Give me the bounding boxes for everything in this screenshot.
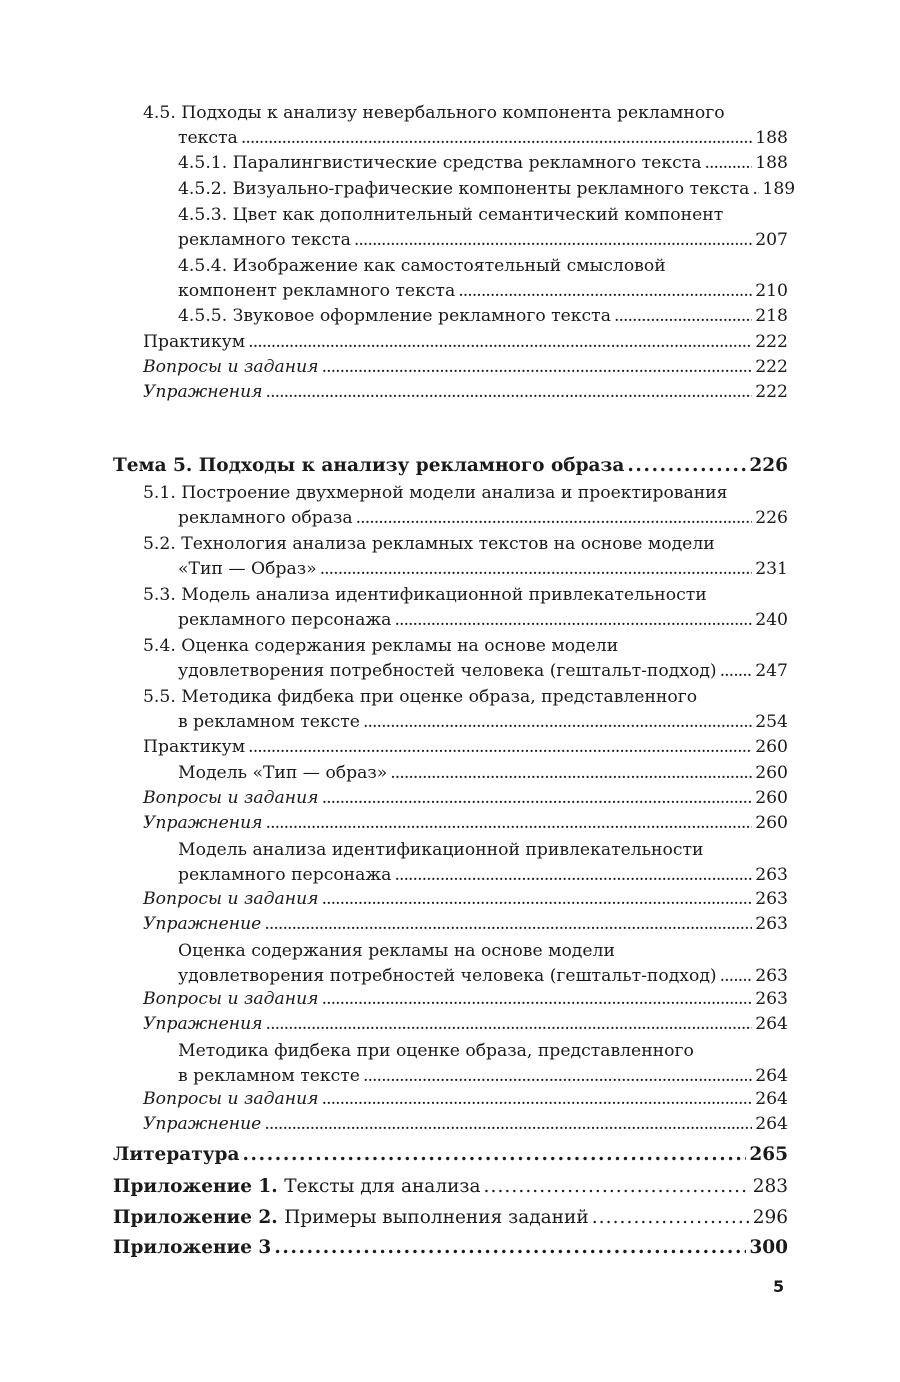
toc-entry-title: Упражнения bbox=[143, 813, 263, 833]
toc-entry-title-cont: компонент рекламного текста bbox=[178, 280, 456, 301]
toc-page-number: 263 bbox=[755, 914, 788, 934]
toc-entry-model-type-image bbox=[178, 761, 788, 786]
toc-entry-title: Вопросы и задания bbox=[143, 357, 319, 377]
dot-leader bbox=[263, 811, 753, 836]
toc-entry-model-feedback bbox=[178, 1039, 788, 1088]
toc-entry-title: Вопросы и задания bbox=[143, 1089, 319, 1109]
dot-leader bbox=[717, 659, 753, 684]
toc-entry-title: Методика фидбека при оценке образа, представленного bbox=[178, 1041, 694, 1061]
toc-page-number: 260 bbox=[755, 763, 788, 783]
dot-leader bbox=[245, 735, 752, 760]
toc-entry-questions bbox=[143, 887, 788, 912]
toc-page-number: 283 bbox=[752, 1176, 788, 1197]
toc-entry-4-5 bbox=[143, 101, 788, 150]
toc-entry-title: 4.5.3. Цвет как дополнительный семантический компонент bbox=[178, 205, 724, 225]
toc-entry-title: 5.3. Модель анализа идентификационной привлекательности bbox=[143, 585, 707, 605]
toc-entry-5-4 bbox=[143, 634, 788, 683]
toc-page-number: 260 bbox=[755, 813, 788, 833]
dot-leader bbox=[353, 506, 753, 531]
dot-leader bbox=[481, 1173, 750, 1200]
toc-entry-title: Упражнения bbox=[143, 1014, 263, 1034]
toc-page-number: 264 bbox=[755, 1089, 788, 1109]
dot-leader bbox=[263, 1012, 753, 1037]
toc-entry-exercises-4 bbox=[143, 380, 788, 405]
toc-entry-title-cont: рекламного образа bbox=[178, 507, 353, 528]
toc-page-number: 296 bbox=[752, 1207, 788, 1228]
dot-leader bbox=[611, 304, 752, 329]
toc-entry-title: Упражнение bbox=[143, 1114, 262, 1134]
toc-page-number: 226 bbox=[749, 455, 788, 476]
dot-leader bbox=[351, 228, 752, 253]
toc-page-number: 222 bbox=[755, 382, 788, 402]
toc-entry-exercise bbox=[143, 912, 788, 937]
toc-entry-title-cont: удовлетворения потребностей человека (гештальт-подход) bbox=[178, 965, 717, 986]
toc-entry-title: Модель анализа идентификационной привлекательности bbox=[178, 840, 704, 860]
toc-entry-title: Модель «Тип — образ» bbox=[178, 763, 388, 783]
toc-entry-5-2 bbox=[143, 532, 788, 581]
toc-entry-title: Вопросы и задания bbox=[143, 788, 319, 808]
dot-leader bbox=[261, 912, 752, 937]
toc-appendix-2 bbox=[113, 1204, 788, 1231]
toc-page-number: 264 bbox=[755, 1114, 788, 1134]
toc-entry-title-cont: рекламного текста bbox=[178, 229, 351, 250]
toc-page-number: 222 bbox=[755, 357, 788, 377]
dot-leader bbox=[749, 177, 759, 202]
toc-entry-questions bbox=[143, 1087, 788, 1112]
toc-entry-title-cont: рекламного персонажа bbox=[178, 609, 392, 630]
toc-page-number: 231 bbox=[755, 558, 788, 579]
toc-page-number: 207 bbox=[755, 229, 788, 250]
toc-entry-4-5-3 bbox=[178, 203, 788, 252]
toc-page-number: 247 bbox=[755, 660, 788, 681]
toc-entry-questions bbox=[143, 987, 788, 1012]
dot-leader bbox=[391, 608, 752, 633]
toc-topic-title: Приложение 3 bbox=[113, 1237, 272, 1258]
toc-entry-title: Вопросы и задания bbox=[143, 889, 319, 909]
toc-entry-title-cont: текста bbox=[178, 127, 238, 148]
toc-topic-title: Тема 5. Подходы к анализу рекламного образа bbox=[113, 455, 625, 476]
toc-page-number: 222 bbox=[755, 332, 788, 352]
toc-appendix-label: Приложение 2. bbox=[113, 1207, 278, 1228]
toc-entry-title: 5.1. Построение двухмерной модели анализа и проектирования bbox=[143, 483, 728, 503]
toc-entry-title: Вопросы и задания bbox=[143, 989, 319, 1009]
toc-entry-practicum-4 bbox=[143, 330, 788, 355]
toc-page-number: 188 bbox=[755, 153, 788, 173]
page-number: 5 bbox=[773, 1277, 785, 1296]
toc-page-number: 240 bbox=[755, 609, 788, 630]
toc-entry-title-cont: рекламного персонажа bbox=[178, 864, 392, 885]
toc-entry-title: 4.5.2. Визуально-графические компоненты рекламного текста bbox=[178, 179, 750, 199]
toc-page-number: 264 bbox=[755, 1014, 788, 1034]
dot-leader bbox=[245, 330, 752, 355]
toc-entry-exercises bbox=[143, 811, 788, 836]
dot-leader bbox=[589, 1204, 750, 1231]
toc-topic-5 bbox=[113, 452, 788, 479]
toc-page-number: 263 bbox=[755, 889, 788, 909]
dot-leader bbox=[261, 1112, 752, 1137]
toc-entry-title: Оценка содержания рекламы на основе модели bbox=[178, 941, 615, 961]
toc-entry-4-5-5 bbox=[178, 304, 788, 329]
dot-leader bbox=[319, 987, 753, 1012]
toc-appendix-label: Приложение 1. bbox=[113, 1176, 278, 1197]
toc-entry-model-needs bbox=[178, 939, 788, 988]
toc-entry-5-5 bbox=[143, 685, 788, 734]
toc-entry-title-cont: удовлетворения потребностей человека (гештальт-подход) bbox=[178, 660, 717, 681]
toc-page-number: 263 bbox=[755, 864, 788, 885]
toc-page-number: 254 bbox=[755, 711, 788, 732]
toc-entry-practicum-5 bbox=[143, 735, 788, 760]
dot-leader bbox=[624, 452, 746, 479]
toc-entry-4-5-4 bbox=[178, 254, 788, 303]
dot-leader bbox=[271, 1234, 746, 1261]
dot-leader bbox=[360, 1064, 752, 1089]
dot-leader bbox=[263, 380, 753, 405]
dot-leader bbox=[319, 355, 753, 380]
toc-entry-title: Упражнение bbox=[143, 914, 262, 934]
toc-entry-title: 4.5. Подходы к анализу невербального компонента рекламного bbox=[143, 103, 725, 123]
toc-entry-questions-4 bbox=[143, 355, 788, 380]
toc-page-number: 260 bbox=[755, 737, 788, 757]
dot-leader bbox=[455, 279, 752, 304]
toc-entry-5-1 bbox=[143, 481, 788, 530]
toc-page-number: 265 bbox=[749, 1144, 788, 1165]
toc-entry-title: 5.5. Методика фидбека при оценке образа, представленного bbox=[143, 687, 698, 707]
toc-appendix-title: Тексты для анализа bbox=[284, 1176, 481, 1197]
toc-page-number: 263 bbox=[755, 965, 788, 986]
toc-entry-title-cont: в рекламном тексте bbox=[178, 711, 360, 732]
toc-entry-title-cont: в рекламном тексте bbox=[178, 1065, 360, 1086]
toc-page-number: 218 bbox=[755, 306, 788, 326]
toc-page-number: 188 bbox=[755, 127, 788, 148]
dot-leader bbox=[319, 786, 753, 811]
toc-entry-exercise bbox=[143, 1112, 788, 1137]
toc-page-number: 210 bbox=[755, 280, 788, 301]
toc-entry-title: 4.5.4. Изображение как самостоятельный смысловой bbox=[178, 256, 666, 276]
toc-page-number: 300 bbox=[749, 1237, 788, 1258]
dot-leader bbox=[701, 151, 752, 176]
toc-page-number: 263 bbox=[755, 989, 788, 1009]
toc-entry-title: 5.4. Оценка содержания рекламы на основе модели bbox=[143, 636, 619, 656]
toc-entry-questions bbox=[143, 786, 788, 811]
toc-literature bbox=[113, 1141, 788, 1168]
toc-entry-title: Упражнения bbox=[143, 382, 263, 402]
toc-page-number: 226 bbox=[755, 507, 788, 528]
dot-leader bbox=[360, 710, 752, 735]
toc-entry-title: 5.2. Технология анализа рекламных текстов на основе модели bbox=[143, 534, 715, 554]
toc-entry-model-character bbox=[178, 838, 788, 887]
toc-page-number: 260 bbox=[755, 788, 788, 808]
dot-leader bbox=[317, 557, 753, 582]
toc-entry-title: Практикум bbox=[143, 737, 246, 757]
toc-entry-title: 4.5.5. Звуковое оформление рекламного текста bbox=[178, 306, 611, 326]
toc-page-number: 189 bbox=[762, 179, 796, 199]
toc-appendix-3 bbox=[113, 1234, 788, 1261]
dot-leader bbox=[391, 863, 752, 888]
dot-leader bbox=[239, 1141, 746, 1168]
dot-leader bbox=[717, 964, 753, 989]
toc-entry-4-5-1 bbox=[178, 151, 788, 176]
dot-leader bbox=[238, 126, 752, 151]
dot-leader bbox=[319, 1087, 753, 1112]
toc-page-number: 264 bbox=[755, 1065, 788, 1086]
toc-entry-title: Практикум bbox=[143, 332, 246, 352]
toc-entry-title: 4.5.1. Паралингвистические средства рекламного текста bbox=[178, 153, 702, 173]
toc-topic-title: Литература bbox=[113, 1144, 240, 1165]
toc-entry-4-5-2 bbox=[178, 177, 796, 202]
toc-appendix-title: Примеры выполнения заданий bbox=[284, 1207, 589, 1228]
toc-entry-exercises bbox=[143, 1012, 788, 1037]
toc-entry-5-3 bbox=[143, 583, 788, 632]
toc-appendix-1 bbox=[113, 1173, 788, 1200]
dot-leader bbox=[319, 887, 753, 912]
dot-leader bbox=[387, 761, 752, 786]
toc-entry-title-cont: «Тип — Образ» bbox=[178, 558, 317, 579]
